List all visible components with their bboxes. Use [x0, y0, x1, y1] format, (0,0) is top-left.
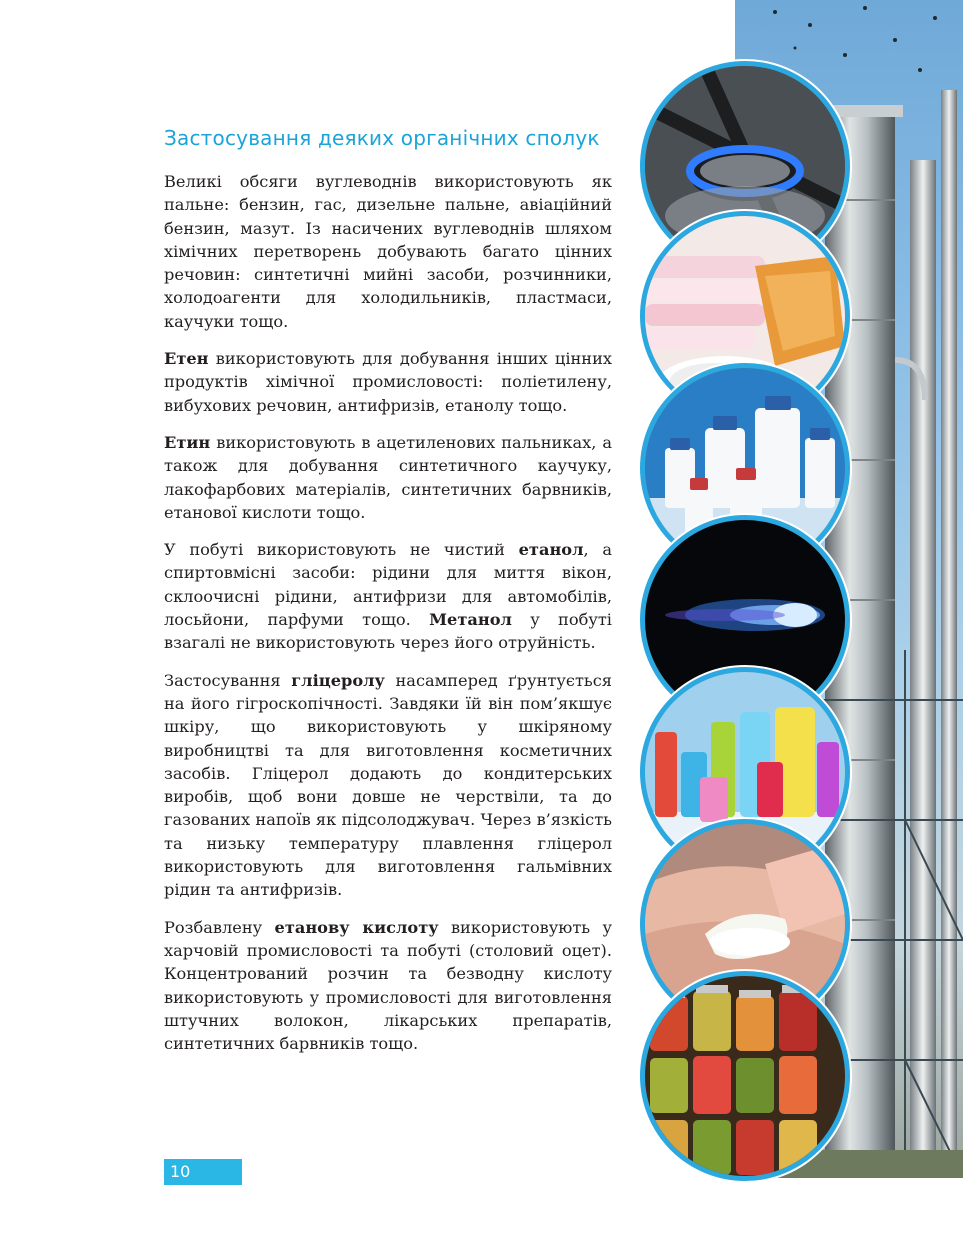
- paragraph-text: Розбавлену: [164, 917, 275, 937]
- term-methanol: Метанол: [429, 610, 512, 630]
- body-text: [164, 170, 612, 1069]
- paragraph-text: використовують в ацетиленових пальниках, а також для добування синтетичного каучуку, лакофарбових матеріалів, синтетичних барвників, етанової кислоти тощо.: [164, 432, 612, 522]
- section-title: Застосування деяких органічних сполук: [164, 126, 600, 150]
- paragraph-text: Великі обсяги вуглеводнів використовують як пальне: бензин, гас, дизельне пальне, авіаційний бензин, мазут. Із насичених вуглеводнів шляхом хімічних перетворень добувають багато цінних речовин: синтетичні мийні засоби, розчинники, холодоагенти для холодильників, пластмаси, каучуки тощо.: [164, 172, 612, 331]
- paragraph-acetic-acid: [164, 916, 612, 1056]
- paragraph-ethyne: [164, 431, 612, 524]
- paragraph-text: у побуті взагалі не використовують через його отруйність.: [164, 610, 612, 653]
- page-number: 10: [164, 1159, 242, 1185]
- term-ethene: Етен: [164, 349, 209, 369]
- term-glycerol: гліцеролу: [291, 670, 385, 690]
- term-acetic-acid: етанову кислоту: [274, 917, 439, 937]
- paragraph-ethene: [164, 347, 612, 417]
- paragraph-ethanol: [164, 538, 612, 654]
- paragraph-text: , а спиртовмісні засоби: рідини для миття вікон, склоочисні рідини, антифризи для автомобілів, лосьйони, парфуми тощо.: [164, 540, 612, 630]
- paragraph-text: У побуті використовують не чистий: [164, 540, 519, 560]
- paragraph-fuels: [164, 170, 612, 333]
- paragraph-text: використовують для добування інших цінних продуктів хімічної промисловості: поліетилену, вибухових речовин, антифризів, етанолу тощо.: [164, 349, 612, 415]
- paragraph-glycerol: [164, 669, 612, 902]
- term-ethyne: Етин: [164, 432, 211, 452]
- paragraph-text: використовують у харчовій промисловості та побуті (столовий оцет). Концентрований розчин та безводну кислоту використовують у промисловості для виготовлення штучних волокон, лікарських препаратів, синтетичних барвників тощо.: [164, 917, 612, 1054]
- paragraph-text: насамперед ґрунтується на його гігроскопічності. Завдяки їй він пом’якшує шкіру, що використовують у шкіряному виробництві та для виготовлення косметичних засобів. Гліцерол додають до кондитерських виробів, щоб вони довше не черствіли, та до газованих напоїв як підсолоджувач. Через в’язкість та низьку температуру плавлення гліцерол використовують для виготовлення гальмівних рідин та антифризів.: [164, 670, 612, 900]
- paragraph-text: Застосування: [164, 670, 292, 690]
- preserved-jars-photo: [645, 976, 845, 1176]
- term-ethanol: етанол: [518, 540, 584, 560]
